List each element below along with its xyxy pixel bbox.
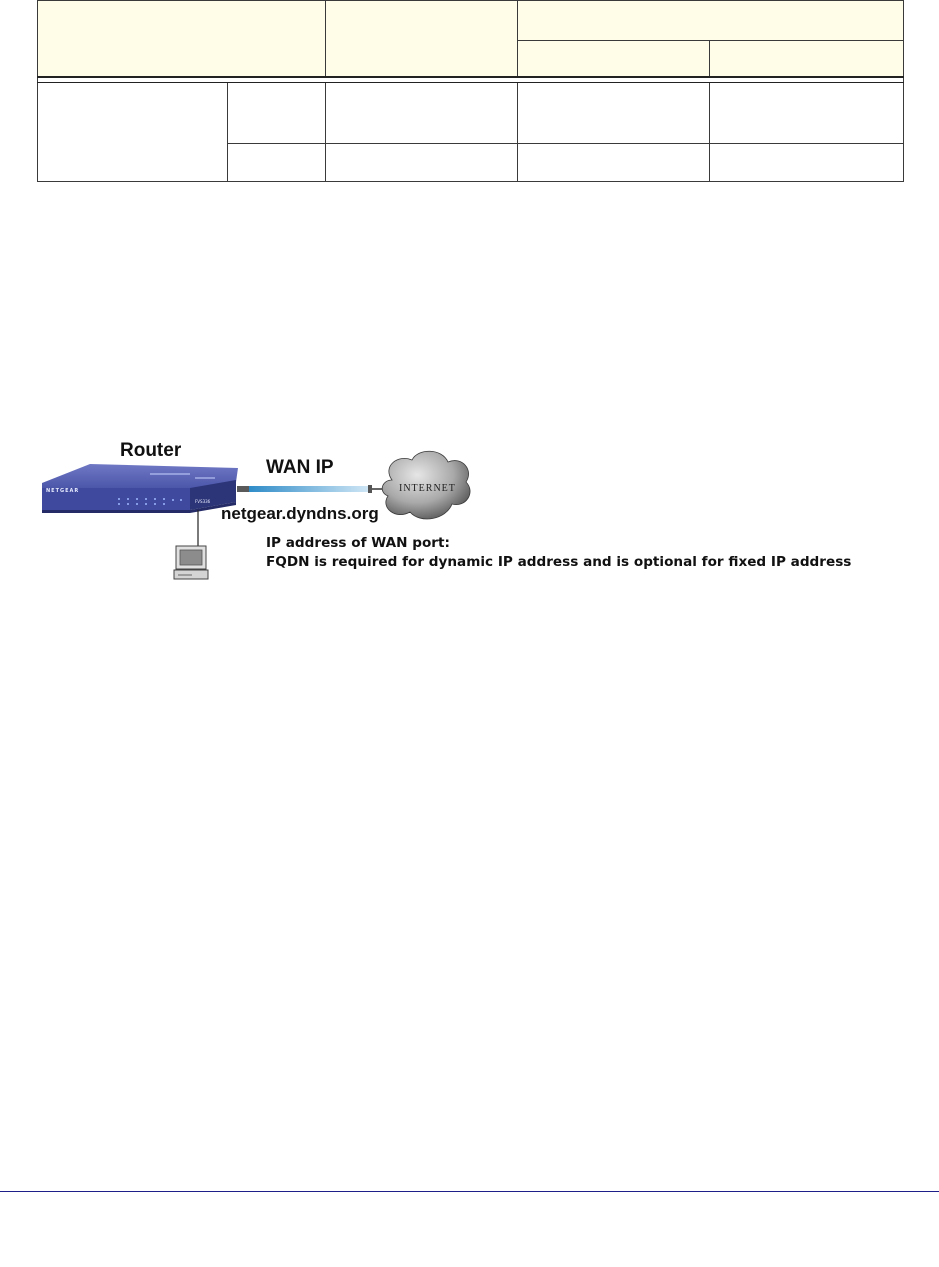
wan-ip-label: WAN IP [266, 457, 334, 478]
table-header-cell [518, 41, 710, 77]
table-cell [326, 82, 518, 143]
diagram-caption [266, 534, 851, 572]
table-header-cell [518, 1, 904, 41]
footer-rule [0, 1191, 939, 1192]
table-cell [710, 143, 904, 181]
table-row [38, 82, 904, 143]
table-cell [518, 143, 710, 181]
table-cell [518, 82, 710, 143]
table-cell [228, 143, 326, 181]
computer-icon [174, 546, 208, 579]
hostname-label: netgear.dyndns.org [221, 504, 379, 523]
table-header-cell [38, 1, 326, 77]
wan-link [237, 485, 392, 493]
table-cell [326, 143, 518, 181]
table-cell [228, 82, 326, 143]
table-header-cell [326, 1, 518, 77]
router-brand: NETGEAR [46, 488, 80, 494]
document-table [37, 0, 904, 182]
router-model: FVS336 [195, 499, 211, 504]
internet-label: INTERNET [399, 483, 456, 494]
table-cell [38, 82, 228, 181]
caption-line: IP address of WAN port: [266, 535, 450, 551]
router-label: Router [120, 440, 182, 461]
table-cell [710, 82, 904, 143]
caption-line: FQDN is required for dynamic IP address and is optional for fixed IP address [266, 554, 852, 570]
table-header-cell [710, 41, 904, 77]
network-diagram [0, 430, 939, 590]
